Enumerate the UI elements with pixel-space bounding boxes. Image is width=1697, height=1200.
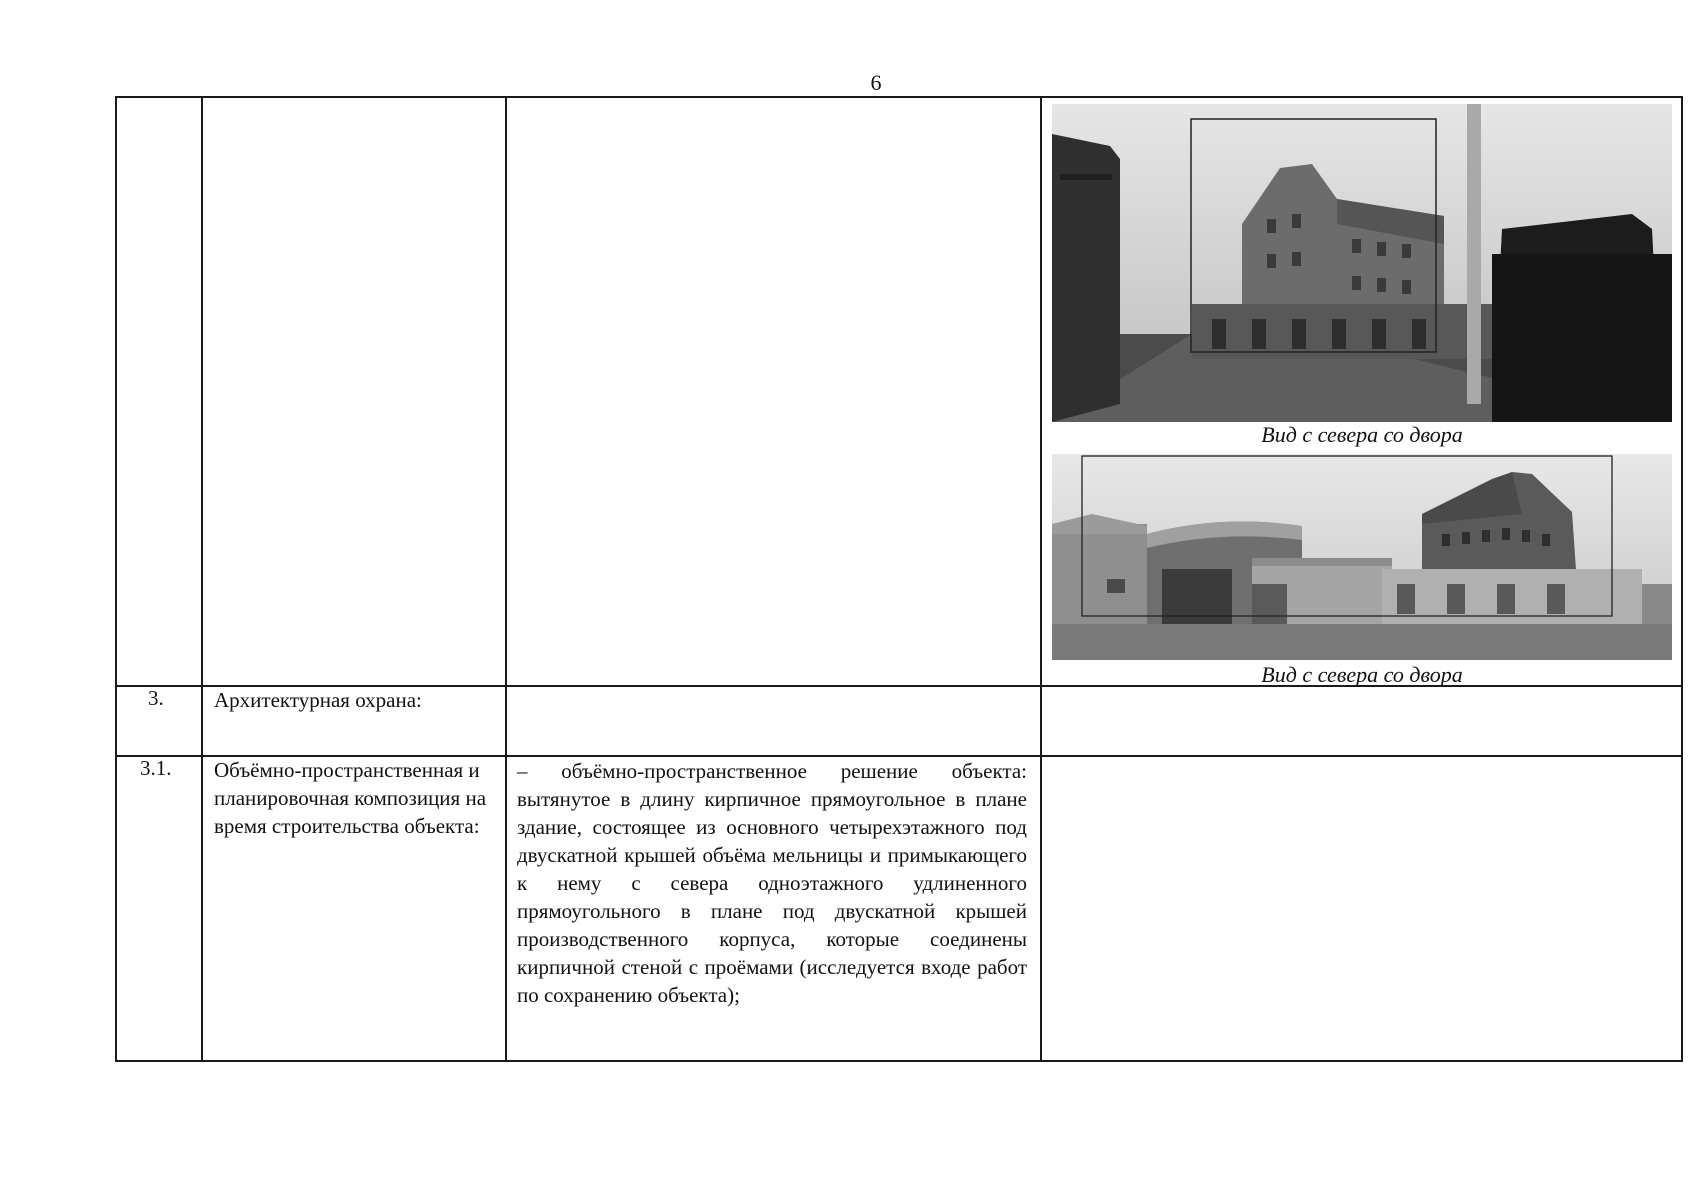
photo-north-courtyard-2	[1052, 454, 1672, 660]
table-border-bottom	[115, 1060, 1683, 1062]
row-content-3-1: – объёмно-пространственное решение объекта: вытянутое в длину кирпичное прямоугольное в плане здание, состоящее из основного четырехэтажного под двускатной крышей объёма мельницы и примыкающего к нему с севера одноэтажного удлиненного прямоугольного в плане под двускатной крышей производственного корпуса, которые соединены кирпичной стеной с проёмами (исследуется входе работ по сохранению объекта);	[517, 759, 1027, 1007]
photo-caption-1: Вид с севера со двора	[1261, 422, 1463, 447]
page-number: 6	[870, 70, 882, 95]
photo-north-courtyard-1	[1052, 104, 1672, 422]
table-border-top	[115, 96, 1683, 98]
row-title-3-1: Объёмно-пространственная и планировочная композиция на время строительства объекта:	[214, 758, 487, 838]
table-border-left	[115, 96, 117, 1062]
row-number-3: 3.	[148, 686, 164, 710]
row-number-3-1: 3.1.	[140, 756, 172, 780]
table-border-right	[1681, 96, 1683, 1062]
row-title-3: Архитектурная охрана:	[214, 688, 422, 712]
column-divider-title	[505, 96, 507, 1062]
column-divider-number	[201, 96, 203, 1062]
photo-caption-2: Вид с севера со двора	[1261, 662, 1463, 687]
column-divider-content	[1040, 96, 1042, 1062]
